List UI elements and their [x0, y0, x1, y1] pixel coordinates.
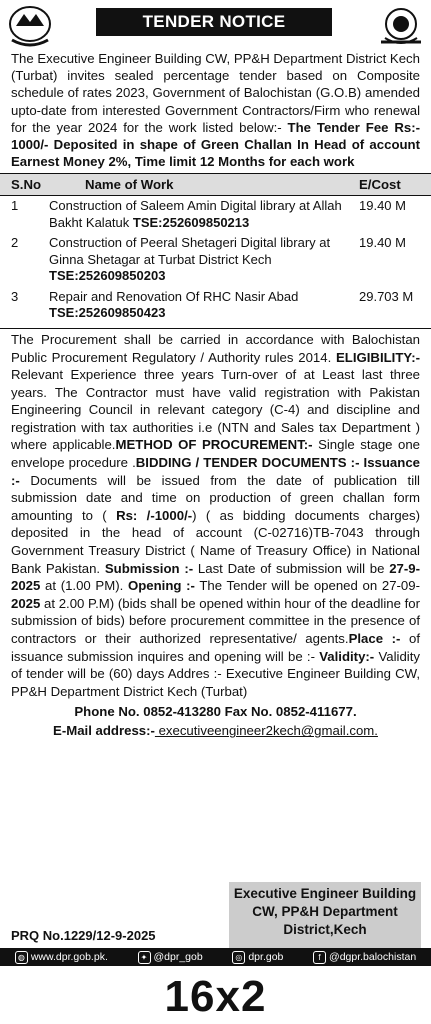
row-no: 3: [11, 288, 19, 304]
terms-text: Relevant Experience three years Turn-over of at Least last three years. The Contractor must have valid registration with Pakistan Engineering Council in relevant category (C-4) and discipline and registration with tax authorities i.e (NTN and Sales tax Department ) where applicable.: [11, 367, 420, 453]
row-no: 2: [11, 235, 19, 251]
opening-label: Opening :-: [127, 578, 195, 594]
terms-text: Last Date of submission will be: [193, 560, 390, 576]
header-sno: S.No: [0, 174, 45, 196]
government-logo-left: [6, 4, 54, 48]
twitter-text: @dpr_gob: [153, 951, 203, 963]
row-work-name: [45, 196, 355, 234]
opening-year: 2025: [11, 595, 41, 611]
government-logo-right: [377, 4, 425, 48]
submission-date: 27-9-2025: [11, 560, 421, 594]
instagram-item[interactable]: [232, 948, 283, 966]
facebook-icon: f: [313, 951, 326, 964]
row-cost: 19.40 M: [359, 235, 406, 251]
table-row: [0, 196, 431, 234]
website-item[interactable]: [15, 948, 108, 966]
eligibility-label: ELIGIBILITY:-: [336, 349, 420, 365]
globe-icon: ◍: [15, 951, 28, 964]
ad-size-label: 16x2: [164, 972, 267, 1021]
signature-line: Executive Engineer Building: [233, 886, 417, 901]
terms-text: Documents will be issued from the date of publication till submission date and time on production of green challan form amounting to (: [11, 472, 420, 523]
page-title: TENDER NOTICE: [96, 8, 332, 36]
terms-text: at (1.00 PM).: [40, 578, 128, 594]
terms-text: Single stage one envelope procedure .: [11, 437, 420, 471]
fee-amount: Rs: /-1000/-: [116, 507, 193, 523]
row-work-name: [45, 287, 355, 324]
header: [0, 0, 431, 52]
intro-paragraph: [0, 50, 431, 170]
tse-number: TSE:252609850203: [49, 268, 166, 284]
instagram-icon: ◎: [232, 951, 245, 964]
terms-paragraph: [0, 331, 431, 700]
validity-label: Validity:-: [319, 648, 375, 664]
work-name-text: Construction of Saleem Amin Digital library at Allah Bakht Kalatuk: [49, 198, 342, 230]
terms-text: of issuance submission inquires and opening will be :-: [11, 631, 420, 664]
submission-label: Submission :-: [104, 560, 194, 576]
table-row: [0, 287, 431, 324]
terms-text: at 2.00 P.M) (bids shall be opened within hour of the deadline for submission of bids) before procurement committee in the presence of contractors or their authorized representative/ agents.: [11, 595, 420, 647]
facebook-item[interactable]: [313, 948, 416, 966]
terms-text: The Procurement shall be carried in accordance with Balochistan Public Procurement Regulatory / Authority rules 2014.: [11, 331, 420, 365]
place-label: Place :-: [348, 631, 401, 647]
prq-number: PRQ No.1229/12-9-2025: [11, 928, 156, 943]
table-header-row: [0, 174, 431, 196]
table-row: [0, 233, 431, 287]
twitter-icon: ✦: [138, 951, 151, 964]
tse-number: TSE:252609850423: [49, 305, 166, 321]
intro-text: The Executive Engineer Building CW, PP&H Department District Kech (Turbat) invites sealed percentage tender based on Composite schedule of rates 2023, Government of Balochistan (G.O.B) amended upto-date from interested Government Contractors/Firm who renewal for the year 2024 for the work listed below:-: [11, 51, 420, 135]
row-cost: 29.703 M: [359, 288, 414, 304]
header-ecost: E/Cost: [355, 174, 431, 196]
website-text: www.dpr.gob.pk.: [30, 951, 108, 963]
row-no: 1: [11, 198, 19, 214]
bidding-documents-label: BIDDING / TENDER DOCUMENTS :- Issuance :-: [11, 455, 420, 488]
contact-block: [0, 702, 431, 740]
work-name-text: Construction of Peeral Shetageri Digital library at Ginna Shetagar at Turbat District Kech: [49, 235, 331, 267]
divider: [0, 328, 431, 329]
terms-text: ) ( as bidding documents charges) deposited in the head of account (C-02716)TB-7043 through Government Treasury District ( Name of Treasury Office) in National Bank Pakistan.: [11, 507, 420, 576]
terms-text: Validity of tender will be (60) days Addres :- Executive Engineer Building CW, PP&H Department District Kech (Turbat): [11, 648, 420, 699]
works-table: [0, 173, 431, 324]
row-work-name: [45, 233, 355, 287]
instagram-text: dpr.gob: [248, 951, 284, 963]
terms-text: The Tender will be opened on 27-09-: [194, 578, 420, 594]
intro-bold-text: The Tender Fee Rs:- 1000/- Deposited in shape of Green Challan In Head of account Earnest Money 2%, Time limit 12 Months for each work: [11, 119, 421, 170]
phone-fax: Phone No. 0852-413280 Fax No. 0852-411677.: [74, 704, 357, 720]
row-cost: 19.40 M: [359, 198, 406, 214]
email-label: E-Mail address:-: [53, 723, 155, 739]
work-name-text: Repair and Renovation Of RHC Nasir Abad: [49, 288, 299, 304]
facebook-text: @dgpr.balochistan: [329, 951, 417, 963]
email-link[interactable]: executiveengineer2kech@gmail.com.: [154, 723, 378, 739]
social-bar: [0, 948, 431, 966]
signature-block: [229, 882, 421, 948]
header-name-of-work: Name of Work: [45, 174, 355, 196]
signature-line: District,Kech: [283, 922, 367, 937]
tse-number: TSE:252609850213: [132, 214, 250, 230]
twitter-item[interactable]: [138, 948, 203, 966]
signature-line: CW, PP&H Department: [252, 904, 398, 919]
method-label: METHOD OF PROCUREMENT:-: [115, 437, 313, 453]
